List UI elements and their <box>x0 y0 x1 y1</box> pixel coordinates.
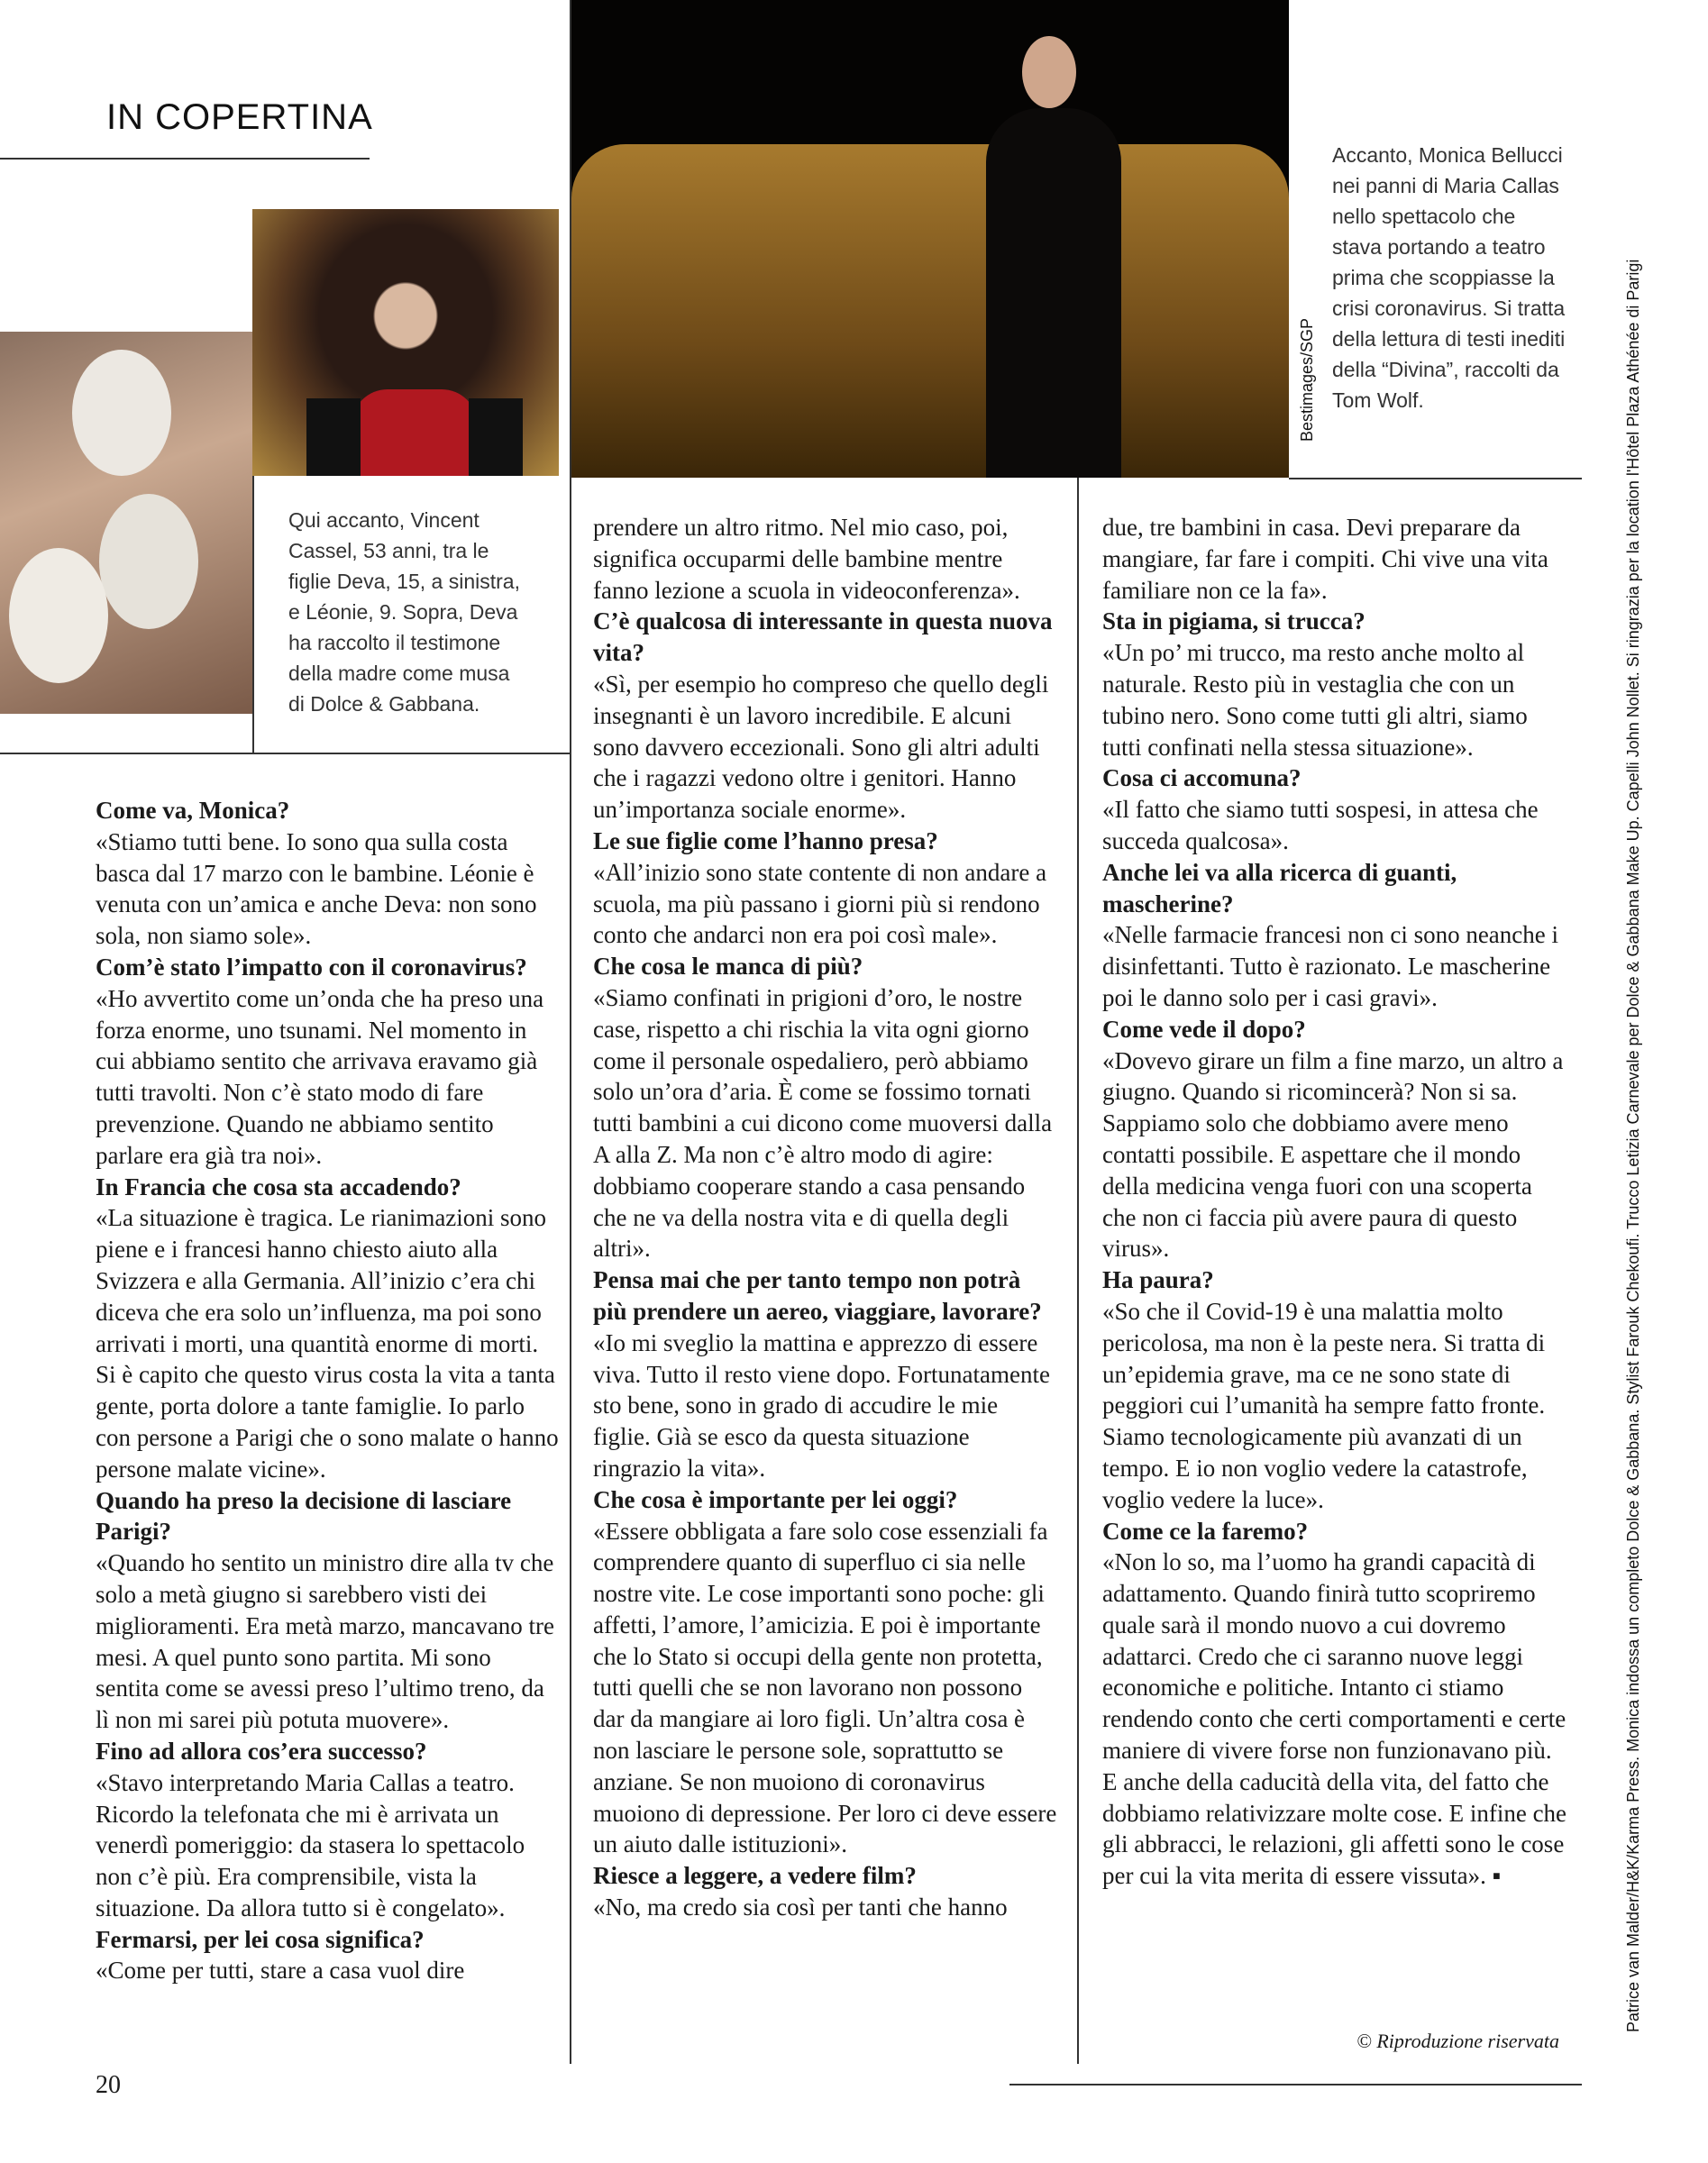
article-column-2 <box>593 512 1057 1923</box>
answer: «Stiamo tutti bene. Io sono qua sulla costa basca dal 17 marzo con le bambine. Léonie è venuta con un’amica e anche Deva: non sono sola, non siamo sole». <box>96 827 537 950</box>
answer: «Sì, per esempio ho compreso che quello degli insegnanti è un lavoro incredibile. E alcuni sono davvero eccezionali. Sono gli altri adulti che i ragazzi vedono oltre i genitori. Hanno un’importanza sociale enorme». <box>593 670 1049 824</box>
question: Come ce la faremo? <box>1102 1517 1309 1545</box>
question: Com’è stato l’impatto con il coronavirus? <box>96 953 527 981</box>
copyright-notice: © Riproduzione riservata <box>1356 2030 1559 2052</box>
answer: due, tre bambini in casa. Devi preparare da mangiare, far fare i compiti. Chi vive una vita familiare non ce la fa». <box>1102 514 1548 604</box>
answer: «Nelle farmacie francesi non ci sono neanche i disinfettanti. Tutto è razionato. Le mascherine poi le danno solo per i casi gravi». <box>1102 921 1559 1011</box>
answer: «Essere obbligata a fare solo cose essenziali fa comprendere quanto di superfluo ci sia nelle nostre vite. Le cose importanti sono poche: gli affetti, l’amore, l’amicizia. E poi è importante che lo Stato si occupi della gente non protetta, tutti quelli che se non lavorano non possono dar da mangiare ai loro figli. Un’altra cosa è non lasciare le persone sole, soprattutto se anziane. Se non muoiono di coronavirus muoiono di depressione. Per loro ci deve essere un aiuto dalle istituzioni». <box>593 1517 1057 1858</box>
column-divider <box>570 0 571 2064</box>
page-number: 20 <box>96 2071 121 2099</box>
section-title: IN COPERTINA <box>106 97 373 137</box>
question: Come vede il dopo? <box>1102 1015 1306 1043</box>
column-divider <box>1077 478 1079 2064</box>
question: Ha paura? <box>1102 1266 1214 1294</box>
photo-family <box>0 332 252 714</box>
answer: «Un po’ mi trucco, ma resto anche molto al naturale. Resto più in vestaglia che con un tubino nero. Sono come tutti gli altri, siamo tutti confinati nella stessa situazione». <box>1102 639 1528 761</box>
caption-monica: Accanto, Monica Bellucci nei panni di Maria Callas nello spettacolo che stava portando a teatro prima che scoppiasse la crisi coronavirus. Si tratta della lettura di testi inediti della “Divina”, raccolti da Tom Wolf. <box>1332 143 1566 412</box>
question: Le sue figlie come l’hanno presa? <box>593 826 938 854</box>
answer: «Io mi sveglio la mattina e apprezzo di essere viva. Tutto il resto viene dopo. Fortunatamente sto bene, sono in grado di accudire le mie figlie. Già se esco da questa situazione ringrazio la vita». <box>593 1328 1050 1482</box>
question: In Francia che cosa sta accadendo? <box>96 1173 461 1200</box>
question: Quando ha preso la decisione di lasciare Parigi? <box>96 1486 512 1546</box>
answer: «La situazione è tragica. Le rianimazioni sono piene e i francesi hanno chiesto aiuto alla Svizzera e alla Germania. All’inizio c’era chi diceva che era solo un’influenza, ma poi sono arrivati i morti, una quantità enorme di morti. Si è capito che questo virus costa la vita a tanta gente, porta dolore a tante famiglie. Io parlo con persone a Parigi che o sono malate o hanno persone malate vicine». <box>96 1204 559 1483</box>
divider <box>0 158 370 160</box>
answer: «Dovevo girare un film a fine marzo, un altro a giugno. Quando si ricomincerà? Non si sa. Sappiamo solo che dobbiamo avere meno contatti possibile. E aspettare che il mondo della medicina venga fuori con una scoperta che non ci faccia più avere paura di questo virus». <box>1102 1046 1564 1263</box>
question: Sta in pigiama, si trucca? <box>1102 607 1365 635</box>
answer: «Siamo confinati in prigioni d’oro, le nostre case, rispetto a chi rischia la vita ogni giorno come il personale ospedaliero, però abbiamo solo un’ora d’aria. È come se fossimo tornati tutti bambini a cui dicono come muoversi dalla A alla Z. Ma non c’è altro modo di agire: dobbiamo cooperare stando a casa pensando che ne va della nostra vita e di quella degli altri». <box>593 983 1053 1263</box>
answer: «Come per tutti, stare a casa vuol dire <box>96 1957 465 1985</box>
photo-credit: Bestimages/SGP <box>1298 317 1316 442</box>
answer: «Ho avvertito come un’onda che ha preso una forza enorme, uno tsunami. Nel momento in cui abbiamo sentito che arrivava eravamo già tutti travolti. Non c’è stato modo di fare prevenzione. Quando ne abbiamo sentito parlare era già tra noi». <box>96 984 544 1169</box>
question: Riesce a leggere, a vedere film? <box>593 1862 917 1890</box>
divider <box>252 476 254 753</box>
answer: «No, ma credo sia così per tanti che hanno <box>593 1894 1008 1921</box>
caption-family: Qui accanto, Vincent Cassel, 53 anni, tra le figlie Deva, 15, a sinistra, e Léonie, 9. Sopra, Deva ha raccolto il testimone della madre come musa di Dolce & Gabbana. <box>288 508 520 716</box>
question: Fino ad allora cos’era successo? <box>96 1737 427 1765</box>
divider <box>1289 478 1582 479</box>
answer: «Non lo so, ma l’uomo ha grandi capacità di adattamento. Quando finirà tutto scopriremo quale sarà il mondo nuovo a cui dovremo adattarci. Credo che ci saranno nuove leggi economiche e politiche. Intanto ci stiamo rendendo conto che certi comportamenti e certe maniere di vivere forse non funzionavano più. E anche della caducità della vita, del fatto che dobbiamo relativizzare molte cose. E infine che gli abbracci, le relazioni, gli affetti sono le cose per cui la vita merita di essere vissuta». ▪ <box>1102 1548 1567 1890</box>
photo-deva <box>252 209 559 476</box>
question: Pensa mai che per tanto tempo non potrà più prendere un aereo, viaggiare, lavorare? <box>593 1266 1042 1325</box>
answer: «So che il Covid-19 è una malattia molto pericolosa, ma non è la peste nera. Si tratta di un’epidemia grave, ma ce ne sono state di peggiori cui l’umanità ha sempre fatto fronte. Siamo tecnologicamente più avanzati di un tempo. E io non voglio vedere la catastrofe, voglio vedere la luce». <box>1102 1297 1546 1513</box>
question: Anche lei va alla ricerca di guanti, mascherine? <box>1102 858 1457 917</box>
photo-monica-stage <box>571 0 1289 478</box>
article-column-1 <box>96 795 560 1986</box>
question: Fermarsi, per lei cosa significa? <box>96 1925 425 1953</box>
answer: prendere un altro ritmo. Nel mio caso, poi, significa occuparmi delle bambine mentre fanno lezione a scuola in videoconferenza». <box>593 514 1020 604</box>
divider <box>1009 2084 1582 2085</box>
answer: «All’inizio sono state contente di non andare a scuola, ma più passano i giorni più si rendono conto che andarci non era poi così male». <box>593 858 1047 949</box>
answer: «Il fatto che siamo tutti sospesi, in attesa che succeda qualcosa». <box>1102 796 1539 854</box>
article-column-3 <box>1102 512 1571 1892</box>
question: Che cosa è importante per lei oggi? <box>593 1485 958 1513</box>
answer: «Quando ho sentito un ministro dire alla tv che solo a metà giugno si sarebbero visti dei miglioramenti. Era metà marzo, mancavano tre mesi. A quel punto sono partita. Mi sono sentita come se avessi preso l’ultimo treno, da lì non mi sarei più potuta muovere». <box>96 1549 555 1734</box>
answer: «Stavo interpretando Maria Callas a teatro. Ricordo la telefonata che mi è arrivata un venerdì pomeriggio: da stasera lo spettacolo non c’è più. Era comprensibile, vista la situazione. Da allora tutto si è congelato». <box>96 1768 525 1921</box>
question: C’è qualcosa di interessante in questa nuova vita? <box>593 607 1053 667</box>
question: Che cosa le manca di più? <box>593 953 863 981</box>
question: Come va, Monica? <box>96 797 290 824</box>
divider <box>0 753 570 754</box>
question: Cosa ci accomuna? <box>1102 764 1302 792</box>
side-credit: Patrice van Malder/H&K/Karma Press. Monica indossa un completo Dolce & Gabbana. Stylist Farouk Chekoufi. Trucco Letizia Carnevale per Dolce & Gabbana Make Up. Capelli John Nollet. Si ringrazia per la location l'Hôtel Plaza Athénée di Parigi <box>1624 259 1642 2032</box>
